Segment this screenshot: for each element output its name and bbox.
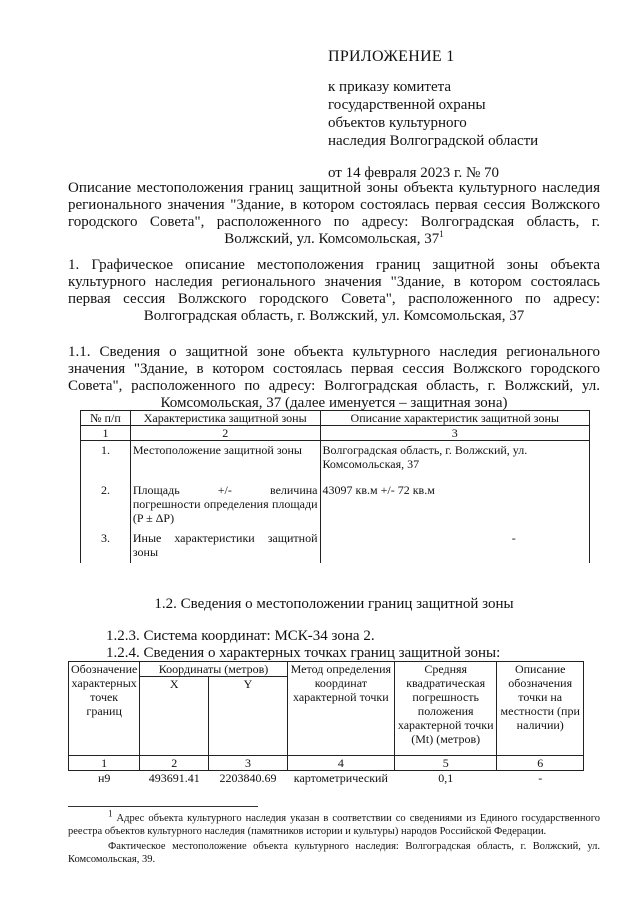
col-number: 6 (497, 756, 584, 771)
row-description: 43097 кв.м +/- 72 кв.м (320, 483, 589, 531)
col-number: 3 (320, 426, 589, 441)
appendix-line: наследия Волгоградской области (328, 133, 539, 149)
header-method: Метод определения координат характерной точки (287, 662, 394, 756)
appendix-header (328, 48, 588, 182)
row-characteristic: Местоположение защитной зоны (130, 441, 320, 484)
header-description: Описание характеристик защитной зоны (320, 411, 589, 426)
table-row (69, 771, 584, 786)
footnote-marker: 1 (439, 229, 444, 239)
cell-error: 0,1 (394, 771, 496, 786)
footnote-1: Адрес объекта культурного наследия указан в соответствии со сведениями из Единого государственного реестра объектов культурного наследия (памятников истории и культуры) народов Российской Федерации. (68, 813, 601, 837)
row-number: 3. (81, 531, 131, 563)
row-number: 2. (81, 483, 131, 531)
header-coordinates: Координаты (метров) (140, 662, 287, 677)
col-number: 5 (394, 756, 496, 771)
col-number: 2 (130, 426, 320, 441)
row-description: Волгоградская область, г. Волжский, ул. Комсомольская, 37 (320, 441, 589, 484)
col-number: 4 (287, 756, 394, 771)
table-numbering-row (69, 756, 584, 771)
col-number: 1 (81, 426, 131, 441)
col-number: 3 (209, 756, 288, 771)
row-characteristic: Площадь +/- величина погрешности определения площади (P ± ΔP) (130, 483, 320, 531)
cell-method: картометрический (287, 771, 394, 786)
table-row (81, 531, 590, 563)
table-header-row (69, 662, 584, 677)
header-characteristic: Характеристика защитной зоны (130, 411, 320, 426)
cell-point: н9 (69, 771, 140, 786)
cell-y: 2203840.69 (209, 771, 288, 786)
row-description: - (320, 531, 589, 563)
col-number: 2 (140, 756, 209, 771)
table-numbering-row (81, 426, 590, 441)
section-1-2-4-text: 1.2.4. Сведения о характерных точках границ защитной зоны: (106, 645, 501, 661)
table-row (81, 441, 590, 484)
footnote-separator (68, 806, 258, 807)
header-point-description: Описание обозначения точки на местности (при наличии) (497, 662, 584, 756)
appendix-line: государственной охраны (328, 97, 486, 113)
section-1-text: 1. Графическое описание местоположения границ защитной зоны объекта культурного наследия регионального значения "Здание, в котором состоялась первая сессия Волжского городского Совета", расположенного по адресу: Волгоградская область, г. Волжский, ул. Комсомольская, 37 (68, 257, 600, 324)
footnote-2: Фактическое местоположение объекта культурного наследия: Волгоградская область, г. Волжский, ул. Комсомольская, 39. (68, 841, 600, 865)
header-error: Средняя квадратическая погрешность положения характерной точки (Mt) (метров) (394, 662, 496, 756)
zone-characteristics-table (80, 410, 590, 563)
header-number: № п/п (81, 411, 131, 426)
cell-description: - (497, 771, 584, 786)
appendix-line: к приказу комитета (328, 79, 452, 95)
header-x: X (140, 677, 209, 756)
boundary-points-table (68, 661, 584, 785)
header-point: Обозначение характерных точек границ (69, 662, 140, 756)
table-header-row (81, 411, 590, 426)
header-y: Y (209, 677, 288, 756)
cell-x: 493691.41 (140, 771, 209, 786)
appendix-line: объектов культурного (328, 115, 467, 131)
footnote-marker: 1 (108, 808, 113, 819)
section-1-2-3-text: 1.2.3. Система координат: МСК-34 зона 2. (106, 628, 375, 644)
section-1-1-text: 1.1. Сведения о защитной зоне объекта культурного наследия регионального значения "Здание, в котором состоялась первая сессия Волжского городского Совета", расположенного по адресу: Волгоградская область, г. Волжский, ул. Комсомольская, 37 (далее именуется – защитная зона) (68, 344, 600, 411)
table-row (81, 483, 590, 531)
section-1-2-heading: 1.2. Сведения о местоположении границ защитной зоны (154, 596, 514, 612)
row-number: 1. (81, 441, 131, 484)
row-characteristic: Иные характеристики защитной зоны (130, 531, 320, 563)
main-title: Описание местоположения границ защитной зоны объекта культурного наследия регионального значения "Здание, в котором состоялась первая сессия Волжского городского Совета", расположенного по адресу: Волгоградская область, г. Волжский, ул. Комсомольская, 37 (68, 180, 600, 247)
col-number: 1 (69, 756, 140, 771)
appendix-date: от 14 февраля 2023 г. № 70 (328, 165, 500, 181)
appendix-title: ПРИЛОЖЕНИЕ 1 (328, 48, 455, 65)
